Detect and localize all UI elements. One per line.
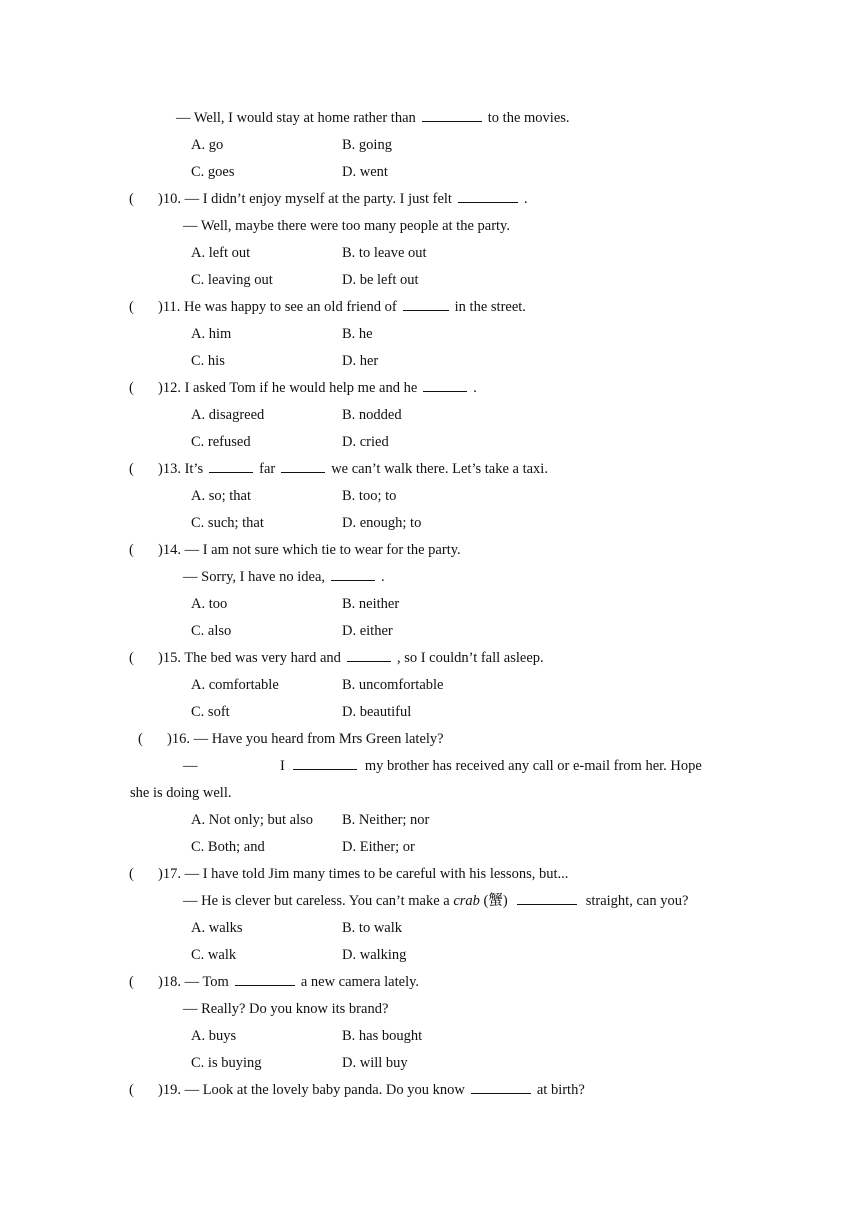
q9-reply: — Well, I would stay at home rather than to the movies. (176, 110, 570, 126)
q18-option-a: A. buys (191, 1028, 237, 1044)
q18-option-c: C. is buying (191, 1055, 262, 1071)
q9-option-b: B. going (342, 137, 392, 153)
answer-blank (517, 892, 577, 905)
q18-option-b: B. has bought (342, 1028, 423, 1044)
q15-option-b: B. uncomfortable (342, 677, 444, 693)
q16-option-b: B. Neither; nor (342, 812, 430, 828)
answer-blank (281, 460, 325, 473)
q16-reply-wrap: she is doing well. (130, 785, 232, 801)
q12-option-d: D. cried (342, 434, 389, 450)
q16-option-c: C. Both; and (191, 839, 265, 855)
answer-blank (423, 379, 467, 392)
q11-option-c: C. his (191, 353, 225, 369)
q13-option-b: B. too; to (342, 488, 397, 504)
q15-option-c: C. soft (191, 704, 230, 720)
q19-paren: ( (129, 1082, 134, 1098)
q10-option-b: B. to leave out (342, 245, 427, 261)
q11-option-d: D. her (342, 353, 379, 369)
q14-option-c: C. also (191, 623, 232, 639)
q11-option-b: B. he (342, 326, 373, 342)
q10-option-d: D. be left out (342, 272, 419, 288)
q12-option-c: C. refused (191, 434, 251, 450)
answer-blank (209, 460, 253, 473)
q17-option-c: C. walk (191, 947, 237, 963)
q14-stem: )14. — I am not sure which tie to wear for the party. (158, 542, 461, 558)
q12-option-a: A. disagreed (191, 407, 265, 423)
q16-reply: I my brother has received any call or e-mail from her. Hope (280, 758, 702, 774)
q13-paren: ( (129, 461, 134, 477)
q17-option-b: B. to walk (342, 920, 403, 936)
answer-blank (422, 109, 482, 122)
q16-option-a: A. Not only; but also (191, 812, 314, 828)
q18-stem: )18. — Tom a new camera lately. (158, 974, 420, 990)
q9-option-a: A. go (191, 137, 224, 153)
q17-option-d: D. walking (342, 947, 407, 963)
q17-reply: — He is clever but careless. You can’t make a crab (蟹) straight, can you? (183, 893, 689, 909)
answer-blank (235, 973, 295, 986)
answer-blank (458, 190, 518, 203)
q10-stem: )10. — I didn’t enjoy myself at the party. I just felt . (158, 191, 528, 207)
q10-paren: ( (129, 191, 134, 207)
q11-option-a: A. him (191, 326, 232, 342)
q12-option-b: B. nodded (342, 407, 402, 423)
q11-paren: ( (129, 299, 134, 315)
q15-option-d: D. beautiful (342, 704, 412, 720)
q15-option-a: A. comfortable (191, 677, 279, 693)
q14-option-a: A. too (191, 596, 228, 612)
q17-option-a: A. walks (191, 920, 243, 936)
q15-paren: ( (129, 650, 134, 666)
q13-option-c: C. such; that (191, 515, 264, 531)
q10-reply: — Well, maybe there were too many people at the party. (183, 218, 510, 234)
q10-option-a: A. left out (191, 245, 251, 261)
answer-blank (331, 568, 375, 581)
answer-blank (293, 757, 357, 770)
q14-paren: ( (129, 542, 134, 558)
q18-reply: — Really? Do you know its brand? (183, 1001, 389, 1017)
q19-stem: )19. — Look at the lovely baby panda. Do you know at birth? (158, 1082, 585, 1098)
q9-option-c: C. goes (191, 164, 235, 180)
q14-option-d: D. either (342, 623, 393, 639)
q10-option-c: C. leaving out (191, 272, 273, 288)
q13-option-d: D. enough; to (342, 515, 422, 531)
answer-blank (471, 1081, 531, 1094)
q16-stem: )16. — Have you heard from Mrs Green lately? (167, 731, 444, 747)
q18-option-d: D. will buy (342, 1055, 408, 1071)
answer-blank (347, 649, 391, 662)
q12-paren: ( (129, 380, 134, 396)
q11-stem: )11. He was happy to see an old friend of in the street. (158, 299, 526, 315)
q13-option-a: A. so; that (191, 488, 252, 504)
q14-option-b: B. neither (342, 596, 400, 612)
q16-paren: ( (138, 731, 143, 747)
q9-option-d: D. went (342, 164, 388, 180)
q14-reply: — Sorry, I have no idea, . (183, 569, 385, 585)
q17-stem: )17. — I have told Jim many times to be careful with his lessons, but... (158, 866, 569, 882)
q15-stem: )15. The bed was very hard and , so I couldn’t fall asleep. (158, 650, 544, 666)
q18-paren: ( (129, 974, 134, 990)
q17-paren: ( (129, 866, 134, 882)
q13-stem: )13. It’s far we can’t walk there. Let’s take a taxi. (158, 461, 548, 477)
answer-blank (403, 298, 449, 311)
q16-option-d: D. Either; or (342, 839, 415, 855)
q12-stem: )12. I asked Tom if he would help me and he . (158, 380, 477, 396)
q16-dash: — (183, 758, 198, 774)
